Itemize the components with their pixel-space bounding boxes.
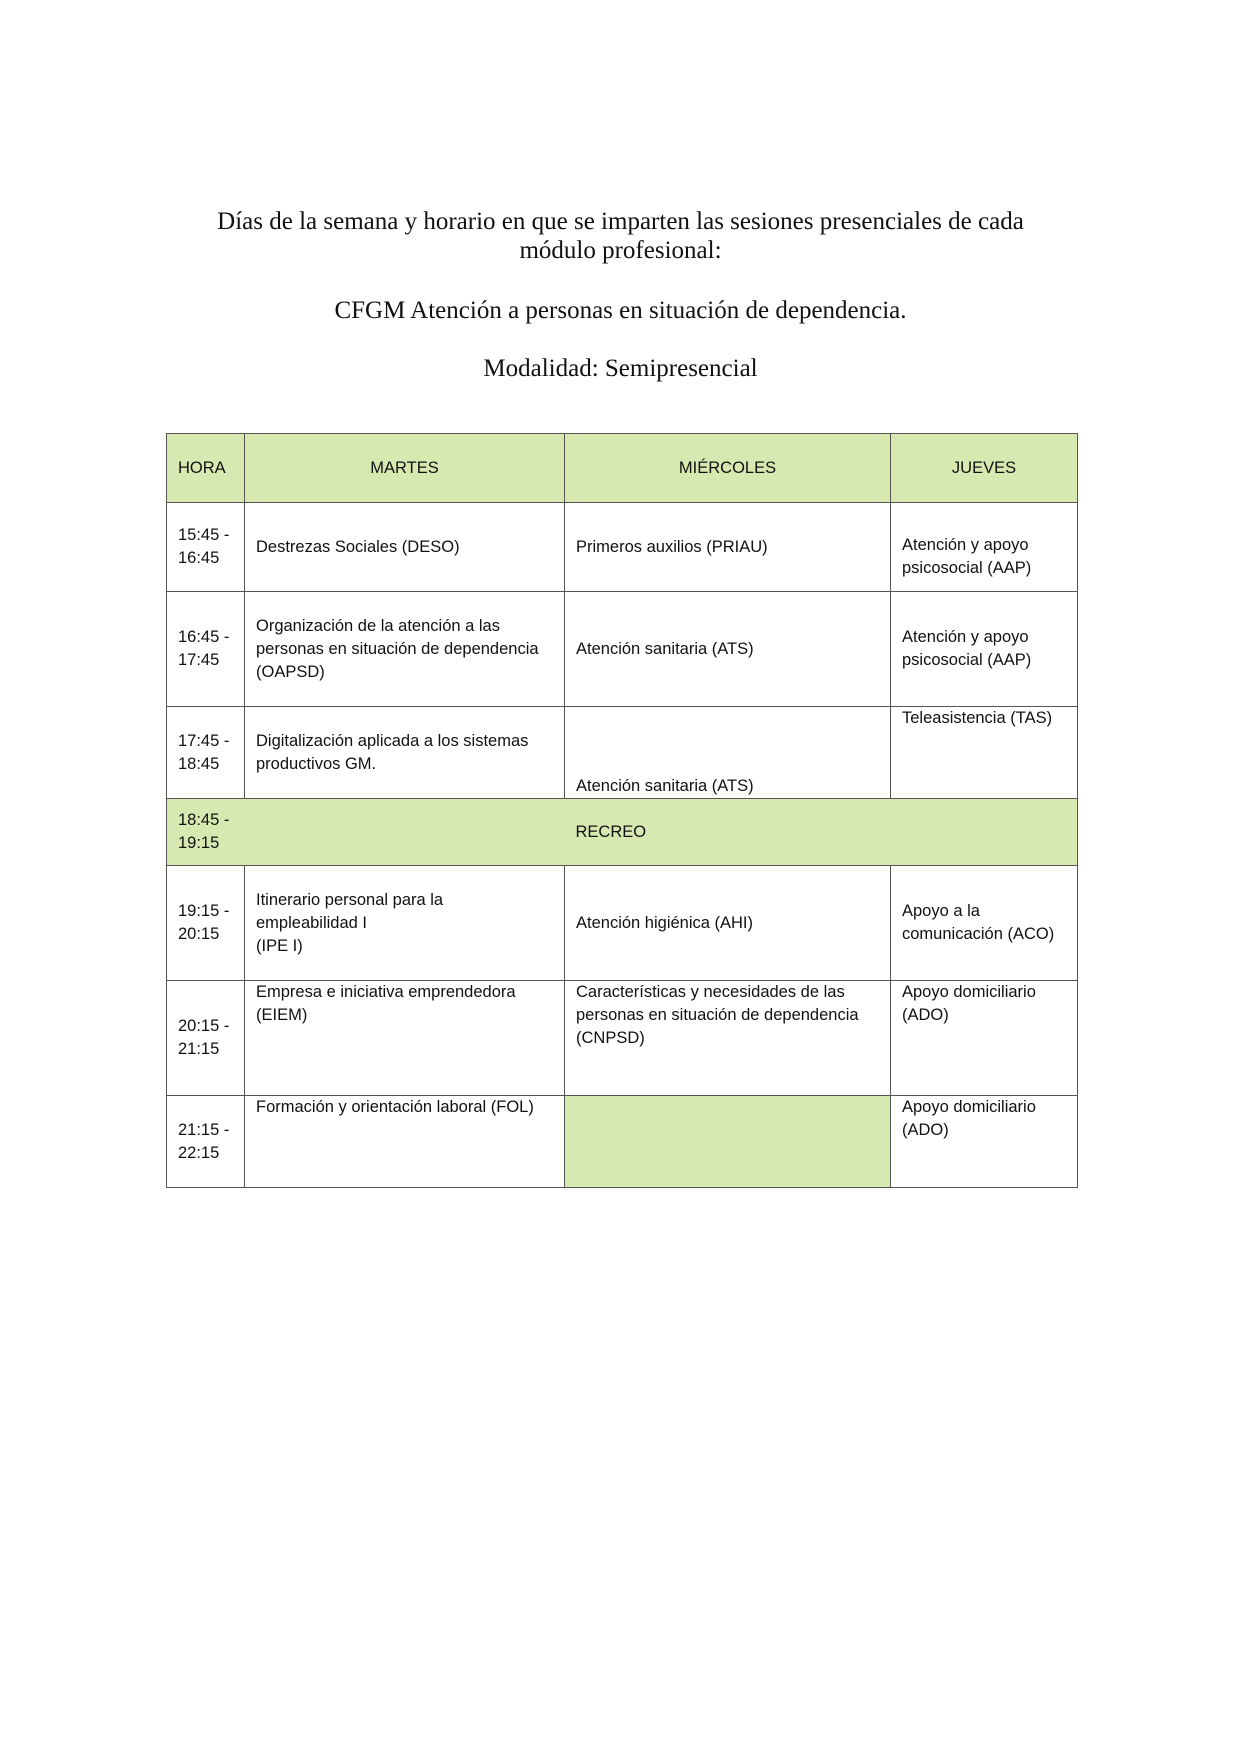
tuesday-cell	[245, 1096, 565, 1188]
cell-text: (CNPSD)	[576, 1029, 645, 1047]
intro-line-1: Días de la semana y horario en que se imparten las sesiones presenciales de cada	[217, 208, 1024, 235]
wednesday-cell	[565, 592, 891, 707]
hour-end: 17:45	[178, 651, 220, 669]
table-row	[167, 1096, 1078, 1188]
header-wednesday: MIÉRCOLES	[565, 434, 891, 503]
tuesday-cell	[245, 981, 565, 1096]
intro-line-2: módulo profesional:	[519, 237, 722, 264]
cell-text: psicosocial (AAP)	[902, 651, 1032, 669]
cell-text: (OAPSD)	[256, 662, 325, 681]
cell-text: Teleasistencia (TAS)	[902, 709, 1053, 727]
header-row	[167, 434, 1078, 503]
cell-text: Atención sanitaria (ATS)	[576, 639, 754, 658]
cell-text: psicosocial (AAP)	[902, 559, 1032, 577]
cell-text: personas en situación de dependencia	[576, 1006, 859, 1024]
hour-end: 22:15	[178, 1143, 220, 1162]
hour-end: 18:45	[178, 754, 220, 773]
table-row	[167, 866, 1078, 981]
wednesday-cell	[565, 503, 891, 592]
header-thursday: JUEVES	[891, 434, 1078, 503]
header-tuesday: MARTES	[245, 434, 565, 503]
cell-text: Primeros auxilios (PRIAU)	[576, 537, 768, 556]
cell-text: empleabilidad I	[256, 913, 367, 932]
cell-text: Apoyo domiciliario	[902, 983, 1036, 1001]
cell-text: Atención higiénica (AHI)	[576, 913, 754, 932]
hour-start: 18:45 -	[178, 811, 230, 829]
break-row	[167, 799, 1078, 866]
tuesday-cell	[245, 707, 565, 799]
cell-text: comunicación (ACO)	[902, 925, 1055, 943]
cell-text: Atención sanitaria (ATS)	[576, 777, 754, 795]
hour-end: 19:15	[178, 834, 220, 852]
cell-text: Digitalización aplicada a los sistemas	[256, 731, 529, 750]
schedule-table	[166, 433, 1078, 1188]
hour-cell	[167, 1096, 245, 1188]
cell-text: Atención y apoyo	[902, 536, 1029, 554]
cell-text: Destrezas Sociales (DESO)	[256, 537, 460, 556]
break-spacer	[891, 799, 1078, 866]
cell-text: (EIEM)	[256, 1006, 308, 1024]
thursday-cell	[891, 981, 1078, 1096]
thursday-cell	[891, 503, 1078, 592]
hour-cell	[167, 866, 245, 981]
cell-text: Apoyo domiciliario	[902, 1098, 1036, 1116]
tuesday-cell	[245, 592, 565, 707]
hour-cell	[167, 799, 245, 866]
hour-start: 19:15 -	[178, 902, 230, 920]
cell-text: (IPE I)	[256, 936, 303, 955]
thursday-cell	[891, 592, 1078, 707]
hour-end: 16:45	[178, 549, 220, 567]
cell-text: Empresa e iniciativa emprendedora	[256, 983, 516, 1001]
tuesday-cell	[245, 503, 565, 592]
table-row	[167, 707, 1078, 799]
cell-text: (ADO)	[902, 1121, 949, 1139]
table-row	[167, 981, 1078, 1096]
course-title: CFGM Atención a personas en situación de dependencia.	[334, 297, 907, 324]
hour-start: 21:15 -	[178, 1120, 230, 1139]
hour-end: 21:15	[178, 1040, 220, 1058]
cell-text: Formación y orientación laboral (FOL)	[256, 1098, 534, 1116]
cell-text: Atención y apoyo	[902, 628, 1029, 646]
cell-text: productivos GM.	[256, 754, 377, 773]
cell-text: Itinerario personal para la	[256, 890, 444, 909]
header-hour: HORA	[167, 434, 245, 503]
table-row	[167, 592, 1078, 707]
hour-cell	[167, 592, 245, 707]
cell-text: Organización de la atención a las	[256, 616, 500, 635]
intro-text	[0, 207, 1241, 265]
modality-text: Modalidad: Semipresencial	[483, 355, 758, 382]
cell-text: Apoyo a la	[902, 902, 980, 920]
tuesday-cell	[245, 866, 565, 981]
wednesday-empty-cell	[565, 1096, 891, 1188]
wednesday-cell	[565, 866, 891, 981]
thursday-cell	[891, 866, 1078, 981]
wednesday-cell	[565, 707, 891, 799]
hour-end: 20:15	[178, 925, 220, 943]
cell-text: Características y necesidades de las	[576, 983, 845, 1001]
thursday-cell	[891, 707, 1078, 799]
cell-text: (ADO)	[902, 1006, 949, 1024]
cell-text: personas en situación de dependencia	[256, 639, 539, 658]
thursday-cell	[891, 1096, 1078, 1188]
break-spacer	[245, 799, 565, 866]
hour-start: 15:45 -	[178, 526, 230, 544]
hour-cell	[167, 981, 245, 1096]
wednesday-cell	[565, 981, 891, 1096]
hour-start: 20:15 -	[178, 1017, 230, 1035]
hour-cell	[167, 707, 245, 799]
break-label: RECREO	[565, 799, 891, 866]
hour-start: 16:45 -	[178, 628, 230, 646]
hour-cell	[167, 503, 245, 592]
hour-start: 17:45 -	[178, 731, 230, 750]
table-row	[167, 503, 1078, 592]
